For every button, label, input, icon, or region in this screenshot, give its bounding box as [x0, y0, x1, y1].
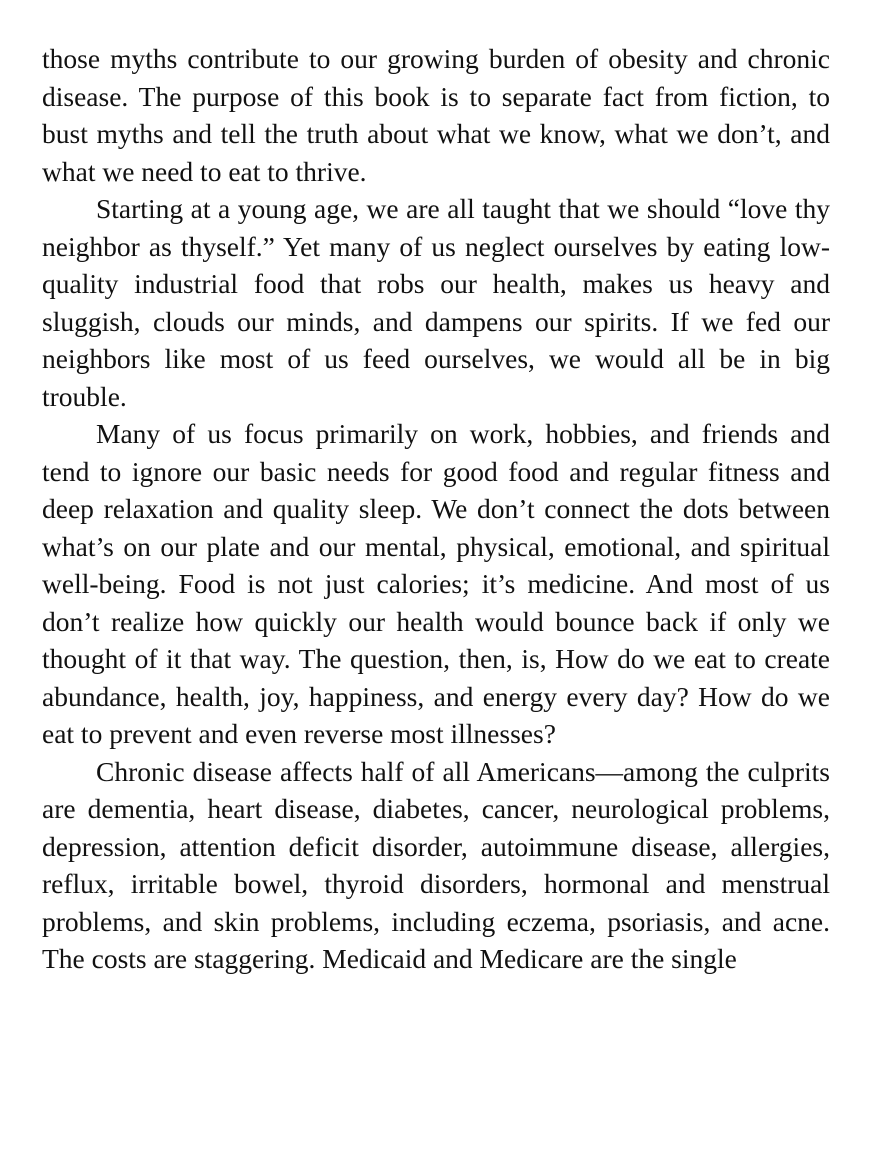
paragraph-3: Many of us focus primarily on work, hobbies, and friends and tend to ignore our basic needs for good food and regular fitness and deep relaxation and quality sleep. We don’t connect the dots between what’s on our plate and our mental, physical, emotional, and spiritual well-being. Food is not just calories; it’s medicine. And most of us don’t realize how quickly our health would bounce back if only we thought of it that way. The question, then, is, How do we eat to create abundance, health, joy, happiness, and energy every day? How do we eat to prevent and even reverse most illnesses? [42, 418, 830, 749]
paragraph-2: Starting at a young age, we are all taught that we should “love thy neighbor as thyself.” Yet many of us neglect ourselves by eating low-quality industrial food that robs our health, makes us heavy and sluggish, clouds our minds, and dampens our spirits. If we fed our neighbors like most of us feed ourselves, we would all be in big trouble. [42, 193, 830, 412]
paragraph-4: Chronic disease affects half of all Americans—among the culprits are dementia, heart disease, diabetes, cancer, neurological problems, depression, attention deficit disorder, autoimmune disease, allergies, reflux, irritable bowel, thyroid disorders, hormonal and menstrual problems, and skin problems, including eczema, psoriasis, and acne. The costs are staggering. Medicaid and Medicare are the single [42, 755, 830, 974]
paragraph-1: those myths contribute to our growing burden of obesity and chronic disease. The purpose of this book is to separate fact from fiction, to bust myths and tell the truth about what we know, what we don’t, and what we need to eat to thrive. [42, 43, 830, 187]
page-body [42, 40, 830, 978]
